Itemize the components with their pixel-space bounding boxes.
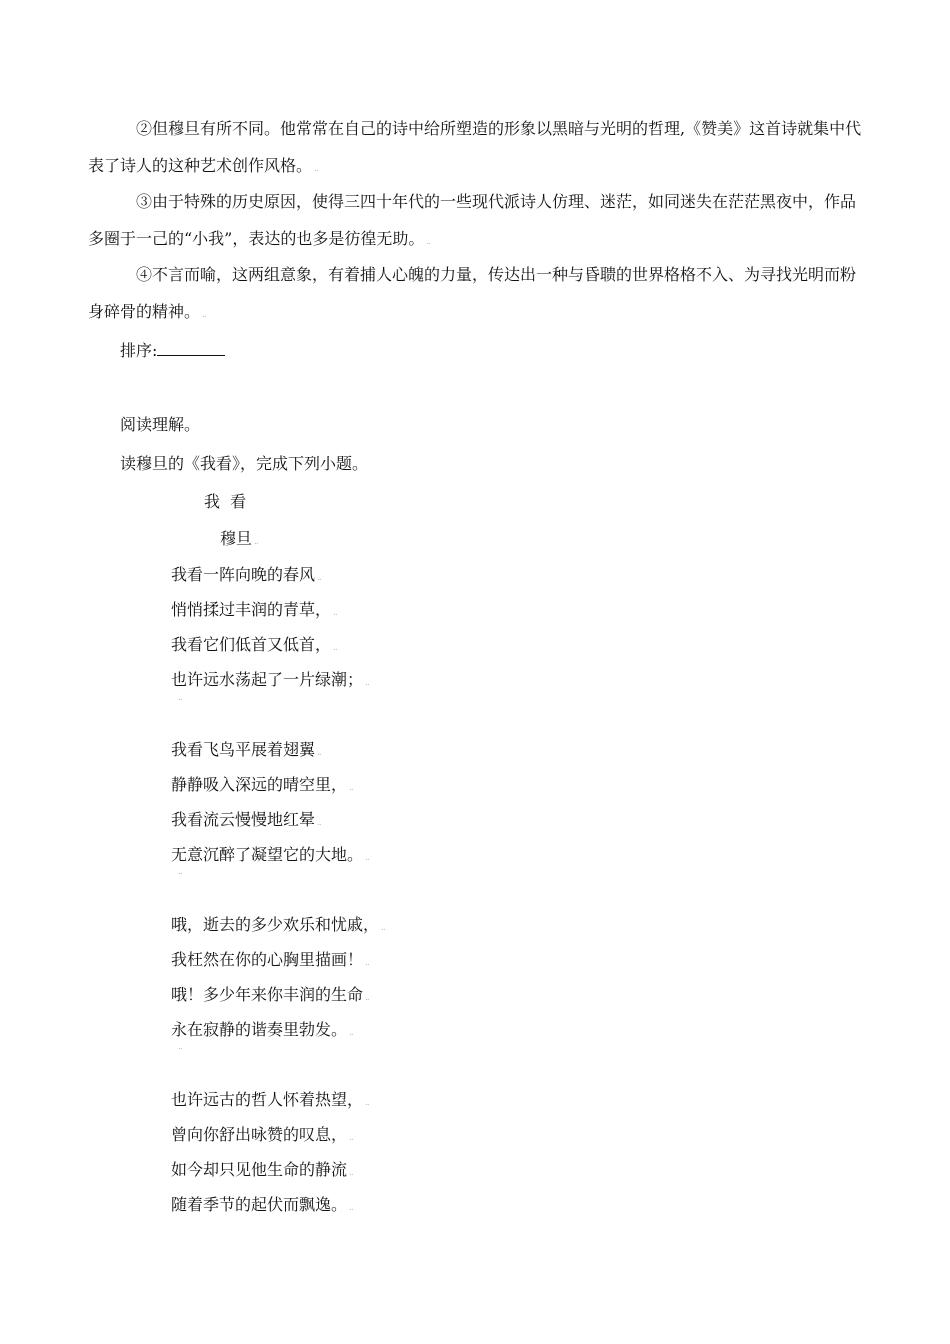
paragraph-mark: .. [178,1042,182,1052]
poem-line: 哦！多少年来你丰润的生命 .. [171,985,369,1004]
option-3: ③由于特殊的历史原因，使得三四十年代的一些现代派诗人仿理、迷茫，如同迷失在茫茫黑夜中，作品多圈于一己的“小我”，表达的也多是彷徨无助。 .. [88,192,857,248]
poem-line: 永在寂静的谐奏里勃发。 .. [171,1020,353,1039]
poem-line: 无意沉醉了凝望它的大地。 .. [171,845,369,864]
paragraph-mark: .. [178,867,182,877]
poem-title: 我 看 [204,492,247,511]
poem-line: 我看飞鸟平展着翅翼 .. [171,740,321,759]
poem-line: 如今却只见他生命的静流 .. [171,1160,353,1179]
poem-line: 悄悄揉过丰润的青草， .. [171,600,337,619]
instruction: 读穆旦的《我看》，完成下列小题。 [120,454,369,473]
poem-line: 我看流云慢慢地红晕 .. [171,810,321,829]
order-answer: 排序: [120,338,225,361]
poem-line: 随着季节的起伏而飘逸。 .. [171,1195,353,1214]
poem-line: 也许远水荡起了一片绿潮； .. [171,670,369,689]
answer-blank[interactable] [157,341,225,356]
poem-line: 也许远古的哲人怀着热望， .. [171,1090,369,1109]
poem-line: 我看它们低首又低首， .. [171,635,337,654]
poem-line: 哦，逝去的多少欢乐和忧戚， .. [171,915,385,934]
option-4: ④不言而喻，这两组意象，有着捕人心魄的力量，传达出一种与昏聩的世界格格不入、为寻找光明而粉身碎骨的精神。 .. [88,265,857,321]
option-2: ②但穆旦有所不同。他常常在自己的诗中给所塑造的形象以黑暗与光明的哲理,《赞美》这首诗就集中代表了诗人的这种艺术创作风格。 .. [88,119,862,175]
paragraph-mark: .. [178,693,182,703]
poem-line: 我枉然在你的心胸里描画！ .. [171,950,369,969]
poem-line: 曾向你舒出咏赞的叹息， .. [171,1125,353,1144]
poem-line: 我看一阵向晚的春风 .. [171,565,321,584]
poem-line: 静静吸入深远的晴空里， .. [171,775,353,794]
poem-author: 穆旦 .. [220,529,258,548]
section-title: 阅读理解。 [120,415,201,434]
